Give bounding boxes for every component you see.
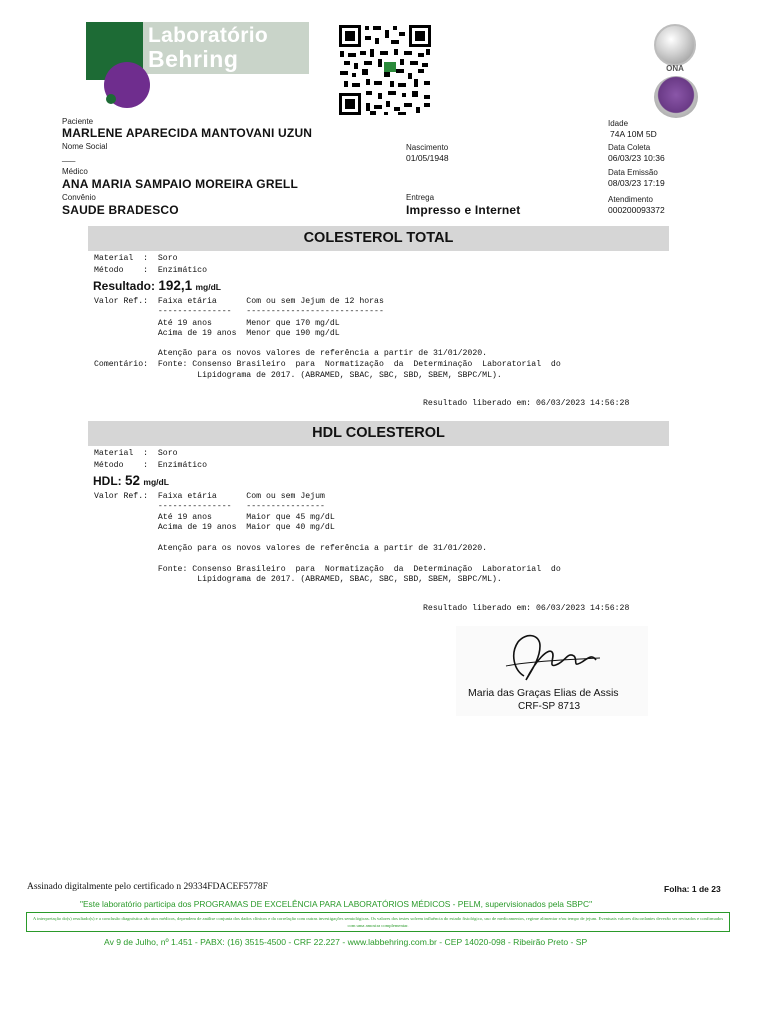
lab-logo (86, 22, 310, 106)
exam1-ref-row1: Até 19 anos Menor que 170 mg/dL (94, 319, 340, 328)
exam2-result (93, 473, 169, 488)
exam2-material: Material : Soro (94, 449, 178, 458)
exam1-comentario1: Comentário: Fonte: Consenso Brasileiro para Normatização da Determinação Laboratorial do (94, 360, 561, 369)
exam2-liberado: Resultado liberado em: 06/03/2023 14:56:28 (423, 604, 630, 613)
exam2-atencao: Atenção para os novos valores de referência a partir de 31/01/2020. (94, 544, 488, 553)
data-coleta-value: 06/03/23 10:36 (608, 153, 665, 163)
exam2-result-label: HDL: (93, 474, 122, 488)
medico-name: ANA MARIA SAMPAIO MOREIRA GRELL (62, 177, 298, 191)
exam1-title: COLESTEROL TOTAL (88, 226, 669, 251)
exam2-ref-row2: Acima de 19 anos Maior que 40 mg/dL (94, 523, 335, 532)
exam2-title: HDL COLESTEROL (88, 421, 669, 446)
disclaimer-box (26, 912, 730, 932)
seal-ona-text: ONA (666, 64, 684, 73)
exam1-result-value: 192,1 (158, 278, 193, 293)
exam2-result-unit: mg/dL (143, 477, 169, 487)
signature-name: Maria das Graças Elias de Assis (468, 687, 619, 699)
folha-indicator: Folha: 1 de 23 (664, 884, 721, 894)
exam1-liberado: Resultado liberado em: 06/03/2023 14:56:28 (423, 399, 630, 408)
convenio-value: SAUDE BRADESCO (62, 203, 179, 217)
exam2-fonte1: Fonte: Consenso Brasileiro para Normatização da Determinação Laboratorial do (94, 565, 561, 574)
convenio-label: Convênio (62, 193, 96, 202)
logo-green-dot (106, 94, 116, 104)
entrega-label: Entrega (406, 193, 435, 202)
address-line: Av 9 de Julho, nº 1.451 - PABX: (16) 3515-4500 - CRF 22.227 - www.labbehring.com.br - CEP 14020-098 - Ribeirão Preto - SP (104, 937, 588, 947)
exam1-metodo: Método : Enzimático (94, 266, 208, 275)
logo-text-line1: Laboratório (148, 24, 268, 47)
exam1-ref-head: Valor Ref.: Faixa etária Com ou sem Jejum de 12 horas (94, 297, 384, 306)
idade-label: Idade (608, 119, 629, 128)
exam1-result-label: Resultado: (93, 279, 156, 293)
nascimento-label: Nascimento (406, 143, 449, 152)
exam1-ref-row2: Acima de 19 anos Menor que 190 mg/dL (94, 329, 340, 338)
nascimento-value: 01/05/1948 (406, 153, 449, 163)
exam2-metodo: Método : Enzimático (94, 461, 208, 470)
exam2-ref-row1: Até 19 anos Maior que 45 mg/dL (94, 513, 335, 522)
exam1-atencao: Atenção para os novos valores de referência a partir de 31/01/2020. (94, 349, 488, 358)
certification-seal-bottom (654, 76, 698, 118)
signature-block (456, 626, 648, 716)
entrega-value: Impresso e Internet (406, 203, 521, 217)
pelm-statement: "Este laboratório participa dos PROGRAMAS DE EXCELÊNCIA PARA LABORATÓRIOS MÉDICOS - PELM, supervisionados pela SBPC" (80, 899, 593, 909)
atendimento-label: Atendimento (608, 195, 653, 204)
qr-code (338, 24, 432, 116)
idade-value: 74A 10M 5D (610, 129, 657, 139)
atendimento-value: 000200093372 (608, 205, 665, 215)
seal-ring (654, 24, 696, 66)
exam1-comentario2: Lipidograma de 2017. (ABRAMED, SBAC, SBC, SBD, SBEM, SBPC/ML). (94, 371, 502, 380)
exam1-result-unit: mg/dL (195, 282, 221, 292)
data-emissao-label: Data Emissão (608, 168, 658, 177)
logo-text-line2: Behring (148, 46, 239, 72)
signature-scribble (496, 630, 606, 686)
data-emissao-value: 08/03/23 17:19 (608, 178, 665, 188)
exam2-ref-dash: --------------- ---------------- (94, 502, 325, 511)
exam2-ref-head: Valor Ref.: Faixa etária Com ou sem Jejum (94, 492, 325, 501)
exam1-material: Material : Soro (94, 254, 178, 263)
nome-social-value: ___ (62, 153, 76, 162)
signature-crf: CRF-SP 8713 (518, 701, 581, 712)
nome-social-label: Nome Social (62, 142, 108, 151)
exam1-ref-dash: --------------- ---------------------------- (94, 307, 384, 316)
paciente-label: Paciente (62, 117, 94, 126)
disclaimer-text: A interpretação do(s) resultado(s) e a conclusão diagnóstica são atos médicos, dependem de análise conjunta dos dados clínicos e da correlação com outras investigações semiológicas. Os valores dos testes sofrem influência do estado fisiológico, uso de medicamentos, regime alimentar e/ou tempo de jejum. Eventuais valores discordantes deverão ser revisados e confirmados com uma amostra complementar. (32, 916, 724, 928)
assinado-digitalmente: Assinado digitalmente pelo certificado n 29334FDACEF5778F (27, 882, 268, 892)
exam2-fonte2: Lipidograma de 2017. (ABRAMED, SBAC, SBC, SBD, SBEM, SBPC/ML). (94, 575, 502, 584)
paciente-name: MARLENE APARECIDA MANTOVANI UZUN (62, 126, 313, 140)
data-coleta-label: Data Coleta (608, 143, 651, 152)
medico-label: Médico (62, 167, 88, 176)
exam2-result-value: 52 (125, 473, 141, 488)
certification-seal-top (652, 24, 698, 74)
exam1-result (93, 278, 221, 293)
